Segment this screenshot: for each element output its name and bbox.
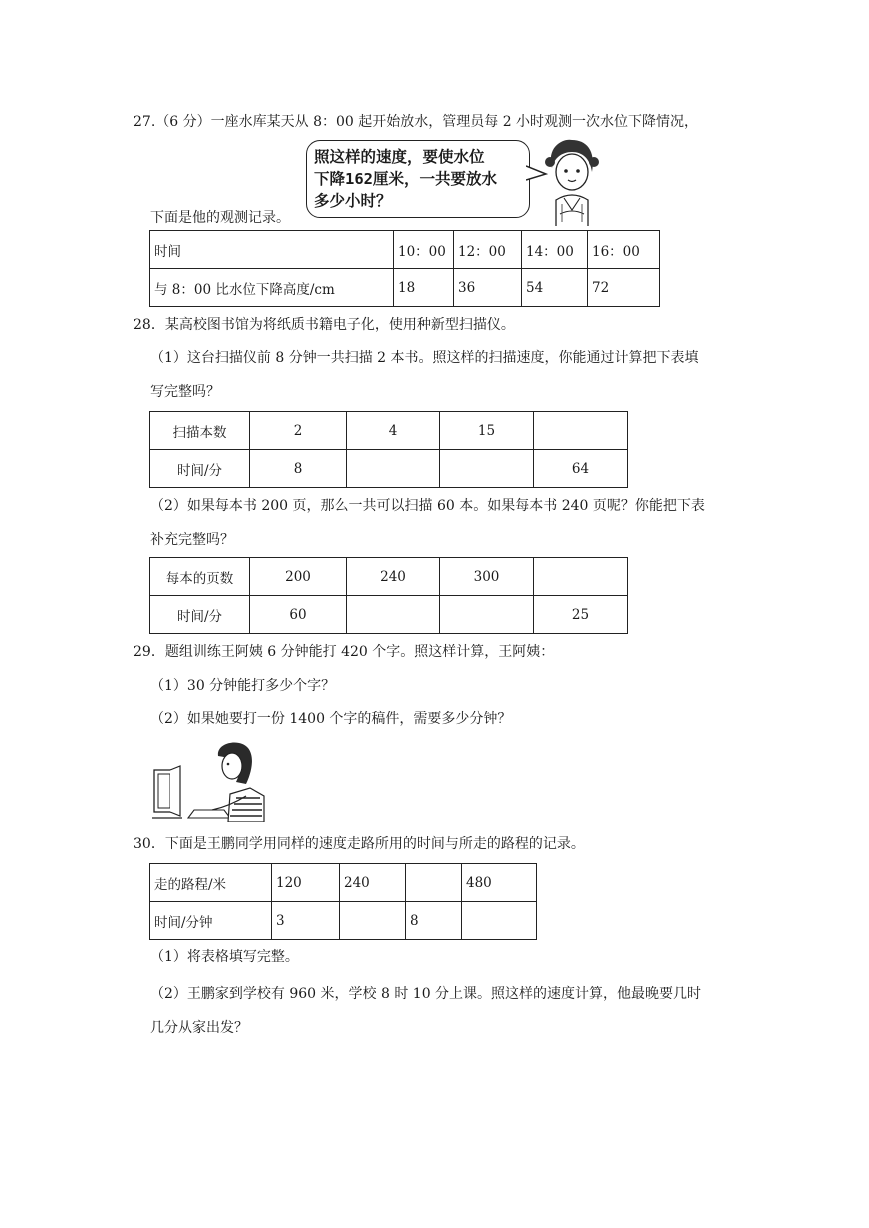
table-row <box>150 450 628 488</box>
q29-part2: （2）如果她要打一份 1400 个字的稿件，需要多少分钟？ <box>150 711 512 727</box>
girl-illustration <box>542 138 600 226</box>
q30-part2-line2: 几分从家出发？ <box>150 1020 248 1036</box>
table-cell: 时间/分 <box>150 596 250 634</box>
table-row <box>150 231 660 269</box>
table-cell: 时间 <box>150 231 394 269</box>
q28-part1-line2: 写完整吗？ <box>150 384 220 400</box>
q28-table2 <box>149 557 628 634</box>
table-row <box>150 596 628 634</box>
table-cell: 200 <box>250 558 347 596</box>
q28-part2-line2: 补充完整吗？ <box>150 532 234 548</box>
table-cell: 480 <box>462 864 537 902</box>
q29-text: 29．题组训练王阿姨 6 分钟能打 420 个字。照这样计算，王阿姨： <box>133 644 555 660</box>
q28-table1 <box>149 411 628 488</box>
table-cell: 72 <box>588 269 660 307</box>
table-cell <box>440 450 534 488</box>
table-row <box>150 902 537 940</box>
table-cell: 300 <box>440 558 534 596</box>
q27-table <box>149 230 660 307</box>
table-cell: 3 <box>272 902 340 940</box>
table-cell: 15 <box>440 412 534 450</box>
q28-text: 28．某高校图书馆为将纸质书籍电子化，使用种新型扫描仪。 <box>133 317 515 333</box>
table-cell <box>347 596 440 634</box>
table-cell: 每本的页数 <box>150 558 250 596</box>
table-cell: 走的路程/米 <box>150 864 272 902</box>
q29-part1: （1）30 分钟能打多少个字？ <box>150 678 336 694</box>
table-cell: 240 <box>340 864 406 902</box>
table-cell: 36 <box>454 269 522 307</box>
table-row <box>150 412 628 450</box>
table-cell: 16：00 <box>588 231 660 269</box>
table-cell: 时间/分钟 <box>150 902 272 940</box>
table-cell <box>340 902 406 940</box>
q30-part1: （1）将表格填写完整。 <box>150 949 299 965</box>
table-cell <box>440 596 534 634</box>
table-cell: 54 <box>522 269 588 307</box>
table-cell: 2 <box>250 412 347 450</box>
table-cell: 12：00 <box>454 231 522 269</box>
table-row <box>150 269 660 307</box>
table-cell: 120 <box>272 864 340 902</box>
q30-table <box>149 863 537 940</box>
q30-part2-line1: （2）王鹏家到学校有 960 米，学校 8 时 10 分上课。照这样的速度计算，他最晚要几时 <box>150 986 702 1002</box>
table-cell: 8 <box>250 450 347 488</box>
q30-text: 30．下面是王鹏同学用同样的速度走路所用的时间与所走的路程的记录。 <box>133 836 585 852</box>
table-cell: 240 <box>347 558 440 596</box>
table-cell: 60 <box>250 596 347 634</box>
table-cell: 18 <box>394 269 454 307</box>
table-row <box>150 558 628 596</box>
table-cell <box>406 864 462 902</box>
table-cell: 4 <box>347 412 440 450</box>
table-cell: 10：00 <box>394 231 454 269</box>
q28-part2-line1: （2）如果每本书 200 页，那么一共可以扫描 60 本。如果每本书 240 页呢？你能把下表 <box>150 498 705 514</box>
table-cell: 64 <box>534 450 628 488</box>
table-cell: 25 <box>534 596 628 634</box>
q27-text: 27.（6 分）一座水库某天从 8：00 起开始放水，管理员每 2 小时观测一次水位下降情况， <box>133 114 699 130</box>
table-cell <box>347 450 440 488</box>
table-cell: 8 <box>406 902 462 940</box>
table-cell <box>462 902 537 940</box>
table-cell <box>534 412 628 450</box>
table-cell: 扫描本数 <box>150 412 250 450</box>
table-cell: 14：00 <box>522 231 588 269</box>
table-cell <box>534 558 628 596</box>
woman-typing-illustration <box>150 740 274 822</box>
table-cell: 与 8：00 比水位下降高度/cm <box>150 269 394 307</box>
speech-bubble-text: 照这样的速度，要使水位 下降162厘米，一共要放水 多少小时？ <box>314 148 497 210</box>
table-cell: 时间/分 <box>150 450 250 488</box>
table-row <box>150 864 537 902</box>
q28-part1-line1: （1）这台扫描仪前 8 分钟一共扫描 2 本书。照这样的扫描速度，你能通过计算把下表填 <box>150 350 699 366</box>
q27-text2: 下面是他的观测记录。 <box>150 210 290 226</box>
